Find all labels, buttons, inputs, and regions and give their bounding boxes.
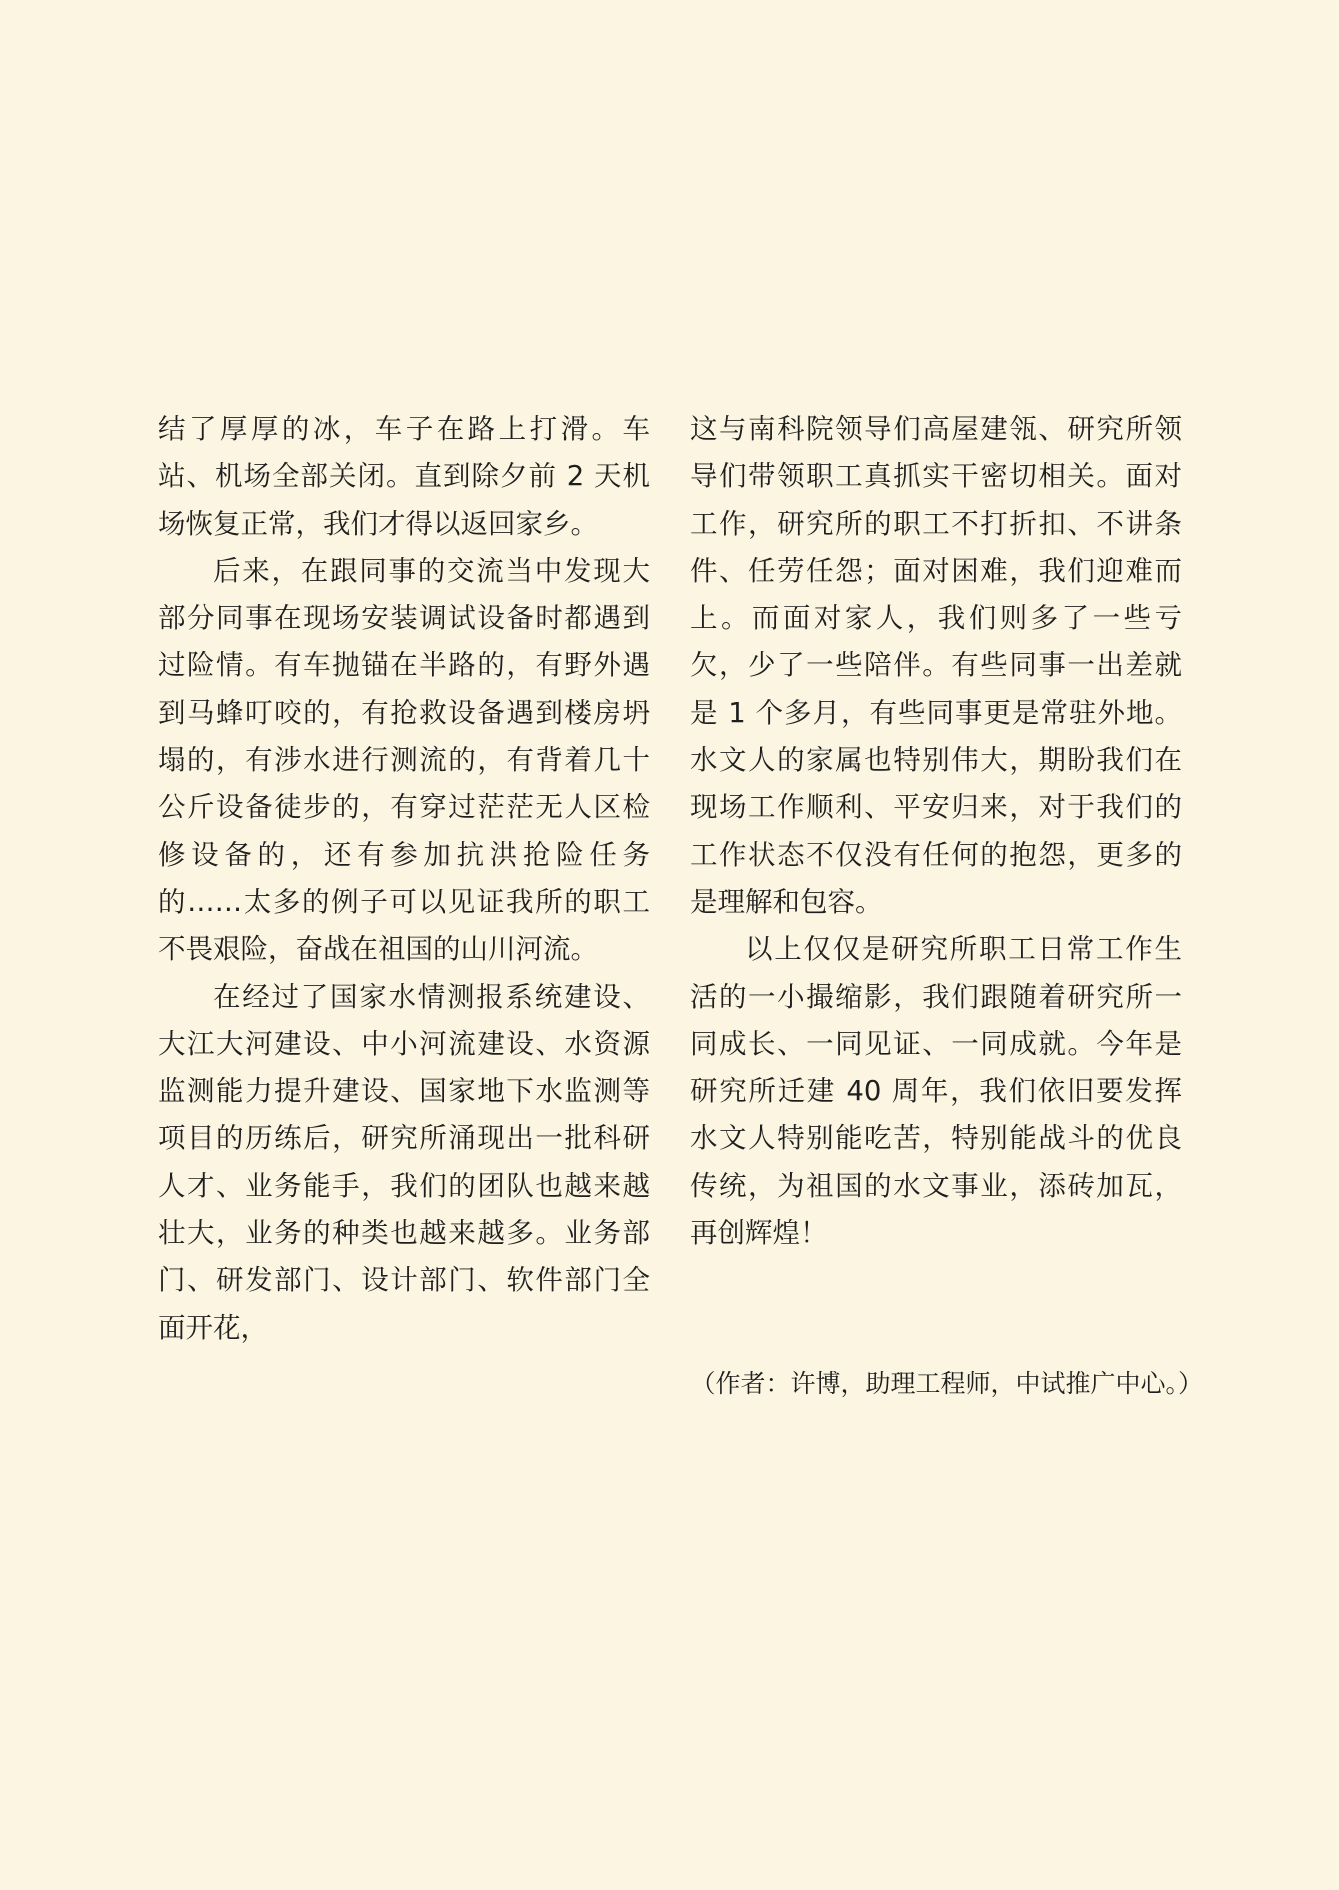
- paragraph-team-growth: 在经过了国家水情测报系统建设、大江大河建设、中小河流建设、水资源监测能力提升建设、国家地下水监测等项目的历练后，研究所涌现出一批科研人才、业务能手，我们的团队也越来越壮大，业务的种类也越来越多。业务部门、研发部门、设计部门、软件部门全面开花，: [158, 980, 650, 1344]
- right-column: [690, 406, 1182, 1257]
- paragraph-continuation: 结了厚厚的冰，车子在路上打滑。车站、机场全部关闭。直到除夕前 2 天机场恢复正常，我们才得以返回家乡。: [158, 413, 650, 540]
- left-column: [158, 406, 650, 1352]
- paragraph-conclusion: 以上仅仅是研究所职工日常工作生活的一小撮缩影，我们跟随着研究所一同成长、一同见证、一同成就。今年是研究所迁建 40 周年，我们依旧要发挥水文人特别能吃苦，特别能战斗的优良传统，为祖国的水文事业，添砖加瓦，再创辉煌！: [690, 933, 1182, 1250]
- author-byline: （作者：许博，助理工程师，中试推广中心。）: [690, 1369, 1203, 1398]
- paragraph-leadership: 这与南科院领导们高屋建瓴、研究所领导们带领职工真抓实干密切相关。面对工作，研究所的职工不打折扣、不讲条件、任劳任怨；面对困难，我们迎难而上。而面对家人，我们则多了一些亏欠，少了一些陪伴。有些同事一出差就是 1 个多月，有些同事更是常驻外地。水文人的家属也特别伟大，期盼我们在现场工作顺利、平安归来，对于我们的工作状态不仅没有任何的抱怨，更多的是理解和包容。: [690, 413, 1182, 918]
- paragraph-risk-stories: 后来，在跟同事的交流当中发现大部分同事在现场安装调试设备时都遇到过险情。有车抛锚在半路的，有野外遇到马蜂叮咬的，有抢救设备遇到楼房坍塌的，有涉水进行测流的，有背着几十公斤设备徒步的，有穿过茫茫无人区检修设备的，还有参加抗洪抢险任务的……太多的例子可以见证我所的职工不畏艰险，奋战在祖国的山川河流。: [158, 554, 650, 966]
